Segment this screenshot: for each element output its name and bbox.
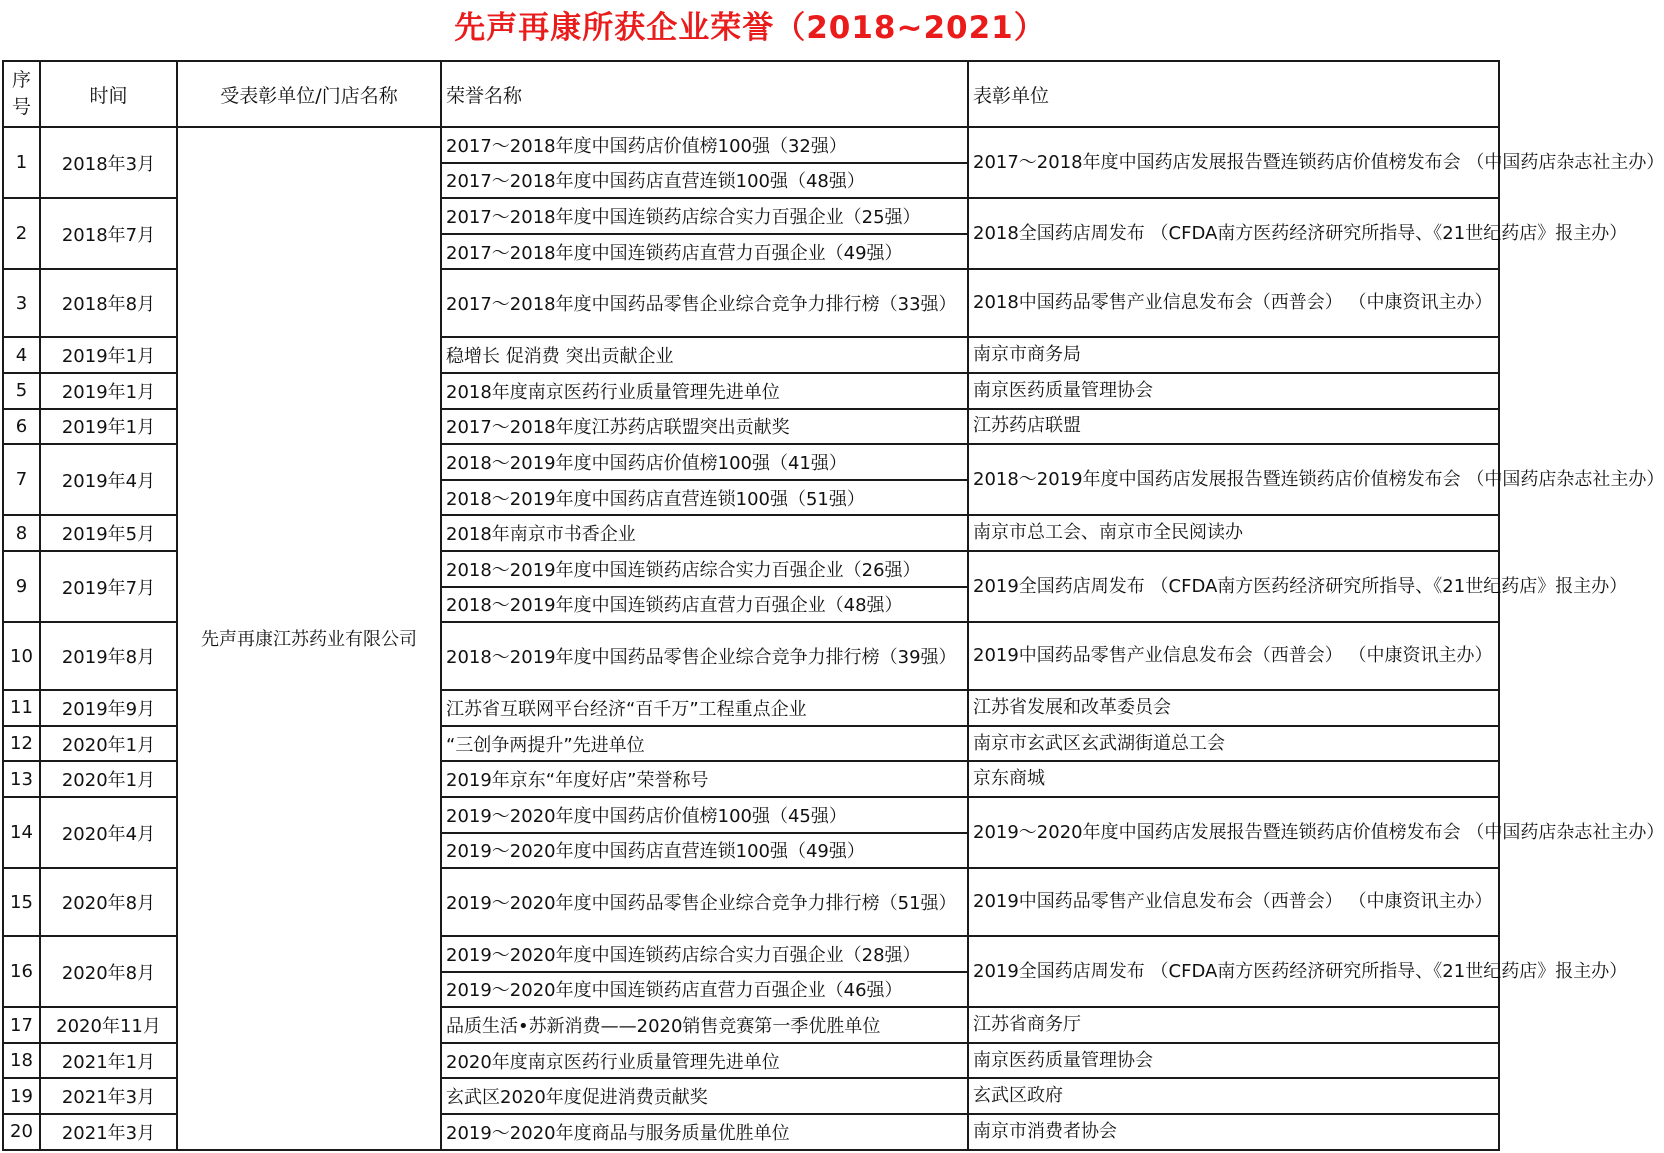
issuer-cell: 南京市玄武区玄武湖街道总工会 xyxy=(968,726,1499,762)
honor-cell: 2018年南京市书香企业 xyxy=(441,515,968,551)
issuer-cell: 2019～2020年度中国药店发展报告暨连锁药店价值榜发布会 （中国药店杂志社主办） xyxy=(968,797,1499,868)
time-cell: 2018年3月 xyxy=(40,127,177,198)
issuer-cell: 2018全国药店周发布 （CFDA南方医药经济研究所指导、《21世纪药店》报主办） xyxy=(968,198,1499,269)
honor-cell: 2019～2020年度中国药品零售企业综合竞争力排行榜（51强） xyxy=(441,868,968,936)
issuer-cell: 玄武区政府 xyxy=(968,1078,1499,1114)
honor-cell: 2019～2020年度中国连锁药店直营力百强企业（46强） xyxy=(441,972,968,1008)
header-time: 时间 xyxy=(40,61,177,127)
seq-cell: 1 xyxy=(3,127,40,198)
seq-cell: 2 xyxy=(3,198,40,269)
honor-cell: 玄武区2020年度促进消费贡献奖 xyxy=(441,1078,968,1114)
honor-cell: 2018～2019年度中国连锁药店综合实力百强企业（26强） xyxy=(441,551,968,587)
issuer-cell: 2017～2018年度中国药店发展报告暨连锁药店价值榜发布会 （中国药店杂志社主办） xyxy=(968,127,1499,198)
time-cell: 2019年8月 xyxy=(40,622,177,690)
issuer-cell: 南京市总工会、南京市全民阅读办 xyxy=(968,515,1499,551)
seq-cell: 18 xyxy=(3,1043,40,1079)
seq-cell: 5 xyxy=(3,373,40,409)
seq-cell: 10 xyxy=(3,622,40,690)
honor-cell: 品质生活•苏新消费——2020销售竞赛第一季优胜单位 xyxy=(441,1007,968,1043)
honor-cell: 2017～2018年度江苏药店联盟突出贡献奖 xyxy=(441,409,968,445)
header-seq: 序号 xyxy=(3,61,40,127)
honor-cell: 2018年度南京医药行业质量管理先进单位 xyxy=(441,373,968,409)
issuer-cell: 京东商城 xyxy=(968,761,1499,797)
time-cell: 2018年7月 xyxy=(40,198,177,269)
header-honor: 荣誉名称 xyxy=(441,61,968,127)
seq-cell: 3 xyxy=(3,269,40,337)
honor-cell: 2019～2020年度中国连锁药店综合实力百强企业（28强） xyxy=(441,936,968,972)
time-cell: 2020年4月 xyxy=(40,797,177,868)
time-cell: 2019年4月 xyxy=(40,444,177,515)
time-cell: 2019年5月 xyxy=(40,515,177,551)
time-cell: 2019年9月 xyxy=(40,690,177,726)
issuer-cell: 南京市商务局 xyxy=(968,337,1499,373)
header-row xyxy=(3,61,1499,127)
issuer-cell: 2018～2019年度中国药店发展报告暨连锁药店价值榜发布会 （中国药店杂志社主办） xyxy=(968,444,1499,515)
seq-cell: 19 xyxy=(3,1078,40,1114)
seq-cell: 11 xyxy=(3,690,40,726)
seq-cell: 6 xyxy=(3,409,40,445)
time-cell: 2020年1月 xyxy=(40,726,177,762)
honor-cell: 江苏省互联网平台经济“百千万”工程重点企业 xyxy=(441,690,968,726)
honor-cell: 2019年京东“年度好店”荣誉称号 xyxy=(441,761,968,797)
issuer-cell: 2019全国药店周发布 （CFDA南方医药经济研究所指导、《21世纪药店》报主办） xyxy=(968,936,1499,1007)
seq-cell: 4 xyxy=(3,337,40,373)
honor-cell: “三创争两提升”先进单位 xyxy=(441,726,968,762)
seq-cell: 9 xyxy=(3,551,40,622)
issuer-cell: 南京医药质量管理协会 xyxy=(968,373,1499,409)
time-cell: 2019年1月 xyxy=(40,409,177,445)
honor-cell: 2017～2018年度中国药品零售企业综合竞争力排行榜（33强） xyxy=(441,269,968,337)
seq-cell: 17 xyxy=(3,1007,40,1043)
honors-table xyxy=(2,60,1664,1151)
time-cell: 2021年1月 xyxy=(40,1043,177,1079)
time-cell: 2019年7月 xyxy=(40,551,177,622)
seq-cell: 14 xyxy=(3,797,40,868)
time-cell: 2018年8月 xyxy=(40,269,177,337)
time-cell: 2019年1月 xyxy=(40,373,177,409)
time-cell: 2021年3月 xyxy=(40,1114,177,1150)
table-row xyxy=(3,127,1499,163)
seq-cell: 7 xyxy=(3,444,40,515)
issuer-cell: 2018中国药品零售产业信息发布会（西普会） （中康资讯主办） xyxy=(968,269,1499,337)
issuer-cell: 江苏省发展和改革委员会 xyxy=(968,690,1499,726)
honor-cell: 2017～2018年度中国连锁药店直营力百强企业（49强） xyxy=(441,234,968,270)
issuer-cell: 2019全国药店周发布 （CFDA南方医药经济研究所指导、《21世纪药店》报主办） xyxy=(968,551,1499,622)
seq-cell: 12 xyxy=(3,726,40,762)
header-unit: 受表彰单位/门店名称 xyxy=(177,61,441,127)
issuer-cell: 南京医药质量管理协会 xyxy=(968,1043,1499,1079)
issuer-cell: 南京市消费者协会 xyxy=(968,1114,1499,1150)
page-title: 先声再康所获企业荣誉（2018~2021） xyxy=(454,10,1046,46)
issuer-cell: 江苏省商务厅 xyxy=(968,1007,1499,1043)
issuer-cell: 2019中国药品零售产业信息发布会（西普会） （中康资讯主办） xyxy=(968,622,1499,690)
header-issuer: 表彰单位 xyxy=(968,61,1499,127)
honor-cell: 2017～2018年度中国药店价值榜100强（32强） xyxy=(441,127,968,163)
seq-cell: 16 xyxy=(3,936,40,1007)
honor-cell: 2020年度南京医药行业质量管理先进单位 xyxy=(441,1043,968,1079)
honor-cell: 2017～2018年度中国药店直营连锁100强（48强） xyxy=(441,163,968,199)
honor-cell: 2018～2019年度中国药品零售企业综合竞争力排行榜（39强） xyxy=(441,622,968,690)
honor-cell: 2018～2019年度中国药店价值榜100强（41强） xyxy=(441,444,968,480)
seq-cell: 20 xyxy=(3,1114,40,1150)
time-cell: 2020年11月 xyxy=(40,1007,177,1043)
time-cell: 2020年1月 xyxy=(40,761,177,797)
time-cell: 2020年8月 xyxy=(40,936,177,1007)
seq-cell: 15 xyxy=(3,868,40,936)
honor-cell: 稳增长 促消费 突出贡献企业 xyxy=(441,337,968,373)
seq-cell: 13 xyxy=(3,761,40,797)
time-cell: 2020年8月 xyxy=(40,868,177,936)
time-cell: 2021年3月 xyxy=(40,1078,177,1114)
honor-cell: 2018～2019年度中国药店直营连锁100强（51强） xyxy=(441,480,968,516)
honor-cell: 2019～2020年度中国药店价值榜100强（45强） xyxy=(441,797,968,833)
awarded-unit-cell: 先声再康江苏药业有限公司 xyxy=(177,127,441,1150)
honor-cell: 2019～2020年度中国药店直营连锁100强（49强） xyxy=(441,833,968,869)
time-cell: 2019年1月 xyxy=(40,337,177,373)
honor-cell: 2017～2018年度中国连锁药店综合实力百强企业（25强） xyxy=(441,198,968,234)
honor-cell: 2019～2020年度商品与服务质量优胜单位 xyxy=(441,1114,968,1150)
honor-cell: 2018～2019年度中国连锁药店直营力百强企业（48强） xyxy=(441,587,968,623)
issuer-cell: 2019中国药品零售产业信息发布会（西普会） （中康资讯主办） xyxy=(968,868,1499,936)
seq-cell: 8 xyxy=(3,515,40,551)
issuer-cell: 江苏药店联盟 xyxy=(968,409,1499,445)
